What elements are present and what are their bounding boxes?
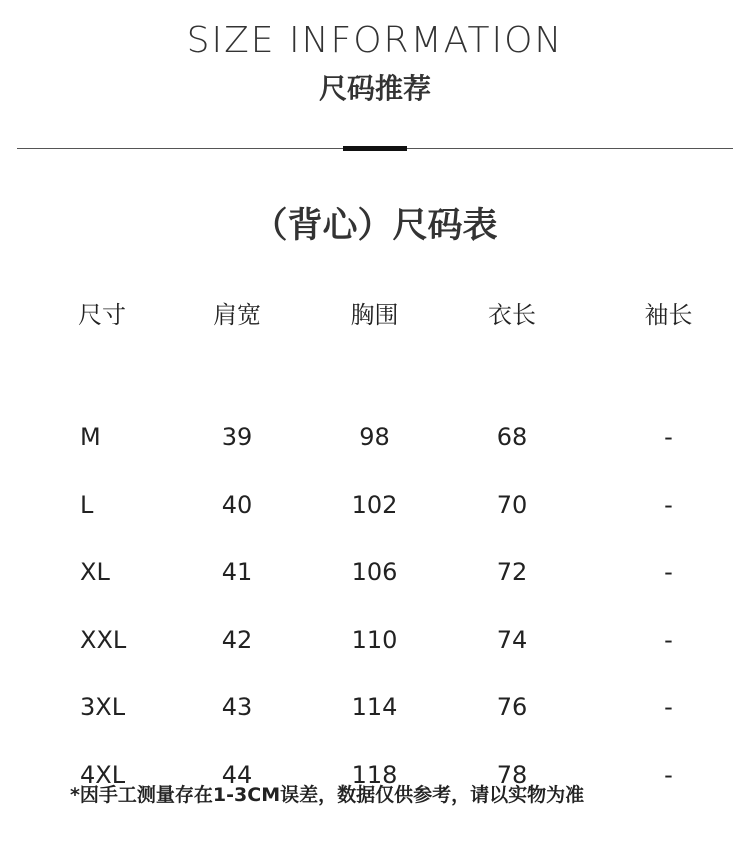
cell-sleeve: - xyxy=(664,693,673,722)
column-header-shoulder: 肩宽 xyxy=(213,300,261,329)
cell-shoulder: 44 xyxy=(221,760,253,789)
cell-length: 68 xyxy=(496,423,528,452)
cell-chest: 114 xyxy=(351,693,398,722)
size-table-title: （背心）尺码表 xyxy=(252,206,498,246)
measurement-note: *因手工测量存在1-3CM误差，数据仅供参考，请以实物为准 xyxy=(70,784,585,806)
cell-size: 3XL xyxy=(80,693,126,722)
cell-sleeve: - xyxy=(664,625,673,654)
table-row xyxy=(0,674,750,742)
cell-shoulder: 39 xyxy=(221,423,253,452)
column-header-size: 尺寸 xyxy=(78,300,126,329)
table-spacer xyxy=(0,336,750,404)
table-row xyxy=(0,539,750,607)
header-title-cn: 尺码推荐 xyxy=(318,72,431,105)
cell-chest: 98 xyxy=(359,423,390,452)
cell-sleeve: - xyxy=(664,558,673,587)
cell-length: 76 xyxy=(496,693,528,722)
table-row xyxy=(0,404,750,472)
cell-size: XXL xyxy=(80,625,127,654)
divider-accent-bar xyxy=(343,146,407,151)
table-spacer-cell xyxy=(0,336,750,404)
cell-shoulder: 43 xyxy=(221,693,253,722)
cell-length: 70 xyxy=(496,490,528,519)
cell-size: 4XL xyxy=(80,760,126,789)
cell-size: M xyxy=(80,423,101,452)
table-row xyxy=(0,471,750,539)
table-row xyxy=(0,606,750,674)
cell-chest: 106 xyxy=(351,558,398,587)
cell-sleeve: - xyxy=(664,423,673,452)
cell-size: L xyxy=(80,490,94,519)
cell-shoulder: 41 xyxy=(221,558,253,587)
cell-shoulder: 42 xyxy=(221,625,253,654)
table-header-row xyxy=(0,288,750,336)
cell-chest: 110 xyxy=(351,625,398,654)
cell-size: XL xyxy=(80,558,110,587)
header-title-en: SIZE INFORMATION xyxy=(186,20,564,61)
cell-chest: 102 xyxy=(351,490,398,519)
cell-length: 72 xyxy=(496,558,528,587)
cell-shoulder: 40 xyxy=(221,490,253,519)
column-header-sleeve: 袖长 xyxy=(644,300,693,329)
cell-chest: 118 xyxy=(351,760,398,789)
column-header-length: 衣长 xyxy=(488,300,536,329)
column-header-chest: 胸围 xyxy=(350,300,399,329)
cell-length: 78 xyxy=(496,760,528,789)
size-table xyxy=(0,288,750,809)
cell-sleeve: - xyxy=(664,760,673,789)
cell-length: 74 xyxy=(496,625,528,654)
cell-sleeve: - xyxy=(664,490,673,519)
